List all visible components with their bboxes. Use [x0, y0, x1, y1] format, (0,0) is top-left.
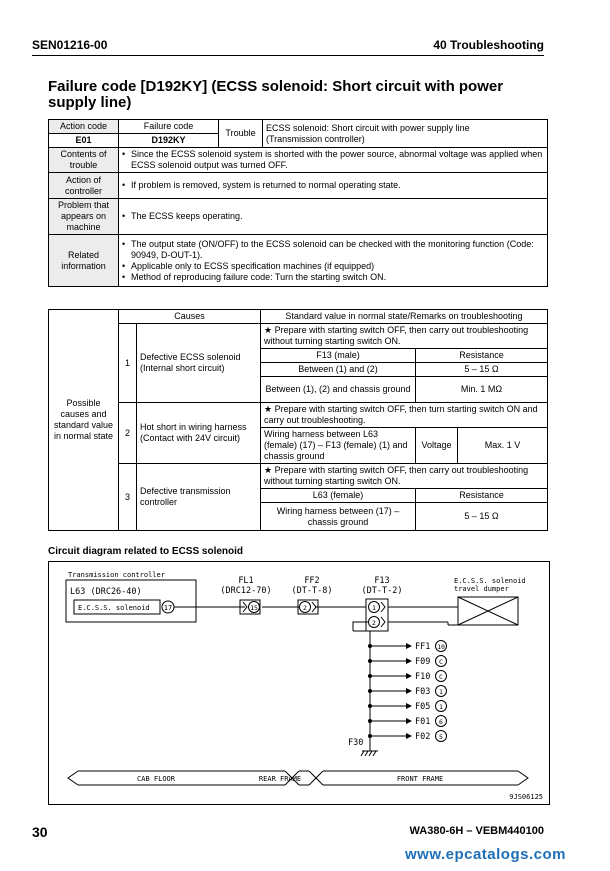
cause-name: Hot short in wiring harness (Contact with 24V circuit) [137, 403, 261, 464]
ground-connector-name: F10 [415, 672, 431, 682]
ground-connector-pin: C [439, 658, 443, 666]
failure-info-table [48, 119, 548, 287]
action-label: Action of controller [49, 173, 119, 199]
related-label: Related information [49, 235, 119, 287]
measure-value: 5 – 15 Ω [416, 363, 548, 377]
related-item: • Method of reproducing failure code: Turn the starting switch ON. [122, 272, 544, 283]
ff2-pin: 2 [303, 604, 307, 612]
ground-name: F30 [348, 738, 364, 748]
problem-value [119, 199, 548, 235]
ground-connector-pin: 6 [439, 718, 443, 726]
document-id: SEN01216-00 [32, 38, 108, 52]
ground-connector-name: FF1 [415, 642, 431, 652]
ground-connector-pin: 1 [439, 703, 443, 711]
arrow-head [406, 718, 412, 724]
circuit-diagram [48, 561, 550, 805]
failure-code-value: D192KY [119, 134, 219, 148]
circuit-heading: Circuit diagram related to ECSS solenoid [48, 546, 244, 557]
ground-connector-name: F02 [415, 732, 431, 742]
header-rule [32, 55, 544, 56]
causes-table [48, 309, 548, 531]
fl1-pin: 15 [250, 604, 258, 612]
controller-title: Transmission controller [68, 571, 165, 579]
cause-note: ★ Prepare with starting switch OFF, then carry out troubleshooting without turning starting switch ON. [261, 464, 548, 489]
ground-connector-name: F03 [415, 687, 431, 697]
solenoid-label: travel dumper [454, 585, 509, 593]
f13-pin-1: 1 [372, 604, 376, 612]
cause-name: Defective ECSS solenoid (Internal short circuit) [137, 324, 261, 403]
connector-header: F13 (male) [261, 349, 416, 363]
measure-point: Wiring harness between L63 (female) (17) – F13 (female) (1) and chassis ground [261, 428, 416, 464]
measure-value: Min. 1 MΩ [416, 377, 548, 403]
page-title: Failure code [D192KY] (ECSS solenoid: Short circuit with power supply line) [48, 78, 504, 111]
measure-point: Between (1) and (2) [261, 363, 416, 377]
ground-connector-name: F09 [415, 657, 431, 667]
contents-text: • Since the ECSS solenoid system is shorted with the power source, abnormal voltage was applied when ECSS solenoid output was turned OFF. [122, 149, 544, 171]
cause-name: Defective transmission controller [137, 464, 261, 531]
cause-note: ★ Prepare with starting switch OFF, then carry out troubleshooting without turning starting switch ON. [261, 324, 548, 349]
arrow-head [406, 688, 412, 694]
related-item: • Applicable only to ECSS specification machines (if equipped) [122, 261, 544, 272]
figure-id: 9JS06125 [509, 793, 543, 801]
diagram-frame [49, 562, 550, 805]
cause-number: 1 [119, 324, 137, 403]
arrow-head [406, 673, 412, 679]
fl1-name: FL1 [238, 576, 254, 586]
watermark: www.epcatalogs.com [405, 846, 566, 863]
action-value [119, 173, 548, 199]
page-number: 30 [32, 824, 48, 840]
causes-header: Causes [119, 310, 261, 324]
contents-label: Contents of trouble [49, 148, 119, 173]
f13-type: (DT-T-2) [361, 586, 403, 596]
f13-name: F13 [374, 576, 390, 586]
solenoid-label: E.C.S.S. solenoid [454, 577, 526, 585]
standard-value-header: Standard value in normal state/Remarks on troubleshooting [261, 310, 548, 324]
ground-connector-pin: 10 [437, 643, 445, 651]
ff2-name: FF2 [304, 576, 320, 586]
ff2-type: (DT-T-8) [291, 586, 333, 596]
failure-code-label: Failure code [119, 120, 219, 134]
ground-connector-name: F05 [415, 702, 431, 712]
arrow-head [406, 643, 412, 649]
trouble-line: (Transmission controller) [266, 133, 365, 144]
measure-header: Resistance [416, 349, 548, 363]
zone-front-frame: FRONT FRAME [396, 775, 444, 783]
causes-side-label: Possible causes and standard value in normal state [49, 310, 119, 531]
controller-connector: L63 (DRC26-40) [70, 587, 142, 597]
zone-rear-frame: REAR FRAME [258, 775, 302, 783]
model-code: WA380-6H – VEBM440100 [409, 825, 544, 837]
measure-value: Max. 1 V [458, 428, 548, 464]
measure-header: Resistance [416, 489, 548, 503]
controller-pin: 17 [163, 604, 173, 612]
cause-note: ★ Prepare with starting switch OFF, then turn starting switch ON and carry out troubleshooting. [261, 403, 548, 428]
section-title: 40 Troubleshooting [433, 38, 544, 52]
action-text: • If problem is removed, system is returned to normal operating state. [122, 180, 544, 191]
problem-text: • The ECSS keeps operating. [122, 211, 544, 222]
connector-header: L63 (female) [261, 489, 416, 503]
arrow-head [406, 703, 412, 709]
measure-point: Wiring harness between (17) – chassis ground [261, 503, 416, 531]
measure-point: Between (1), (2) and chassis ground [261, 377, 416, 403]
action-code-value: E01 [49, 134, 119, 148]
zone-cab-floor: CAB FLOOR [137, 775, 175, 783]
ground-connector-pin: C [439, 673, 443, 681]
ground-connector-pin: 5 [439, 733, 443, 741]
controller-pin-label: E.C.S.S. solenoid [78, 604, 150, 612]
cause-number: 3 [119, 464, 137, 531]
f13-pin-2: 2 [372, 619, 376, 627]
trouble-label: Trouble [219, 120, 263, 148]
ground-connector-pin: 1 [439, 688, 443, 696]
arrow-head [406, 733, 412, 739]
fl1-type: (DRC12-70) [220, 586, 272, 596]
measure-type: Voltage [416, 428, 458, 464]
ground-connector-name: F01 [415, 717, 431, 727]
ground-branches [368, 641, 447, 743]
problem-label: Problem that appears on machine [49, 199, 119, 235]
related-item: • The output state (ON/OFF) to the ECSS solenoid can be checked with the monitoring function (Code: 90949, D-OUT-1). [122, 239, 544, 261]
trouble-line: ECSS solenoid: Short circuit with power supply line [266, 122, 470, 133]
related-value [119, 235, 548, 287]
contents-value [119, 148, 548, 173]
action-code-label: Action code [49, 120, 119, 134]
arrow-head [406, 658, 412, 664]
measure-value: 5 – 15 Ω [416, 503, 548, 531]
cause-number: 2 [119, 403, 137, 464]
trouble-description [263, 120, 548, 148]
